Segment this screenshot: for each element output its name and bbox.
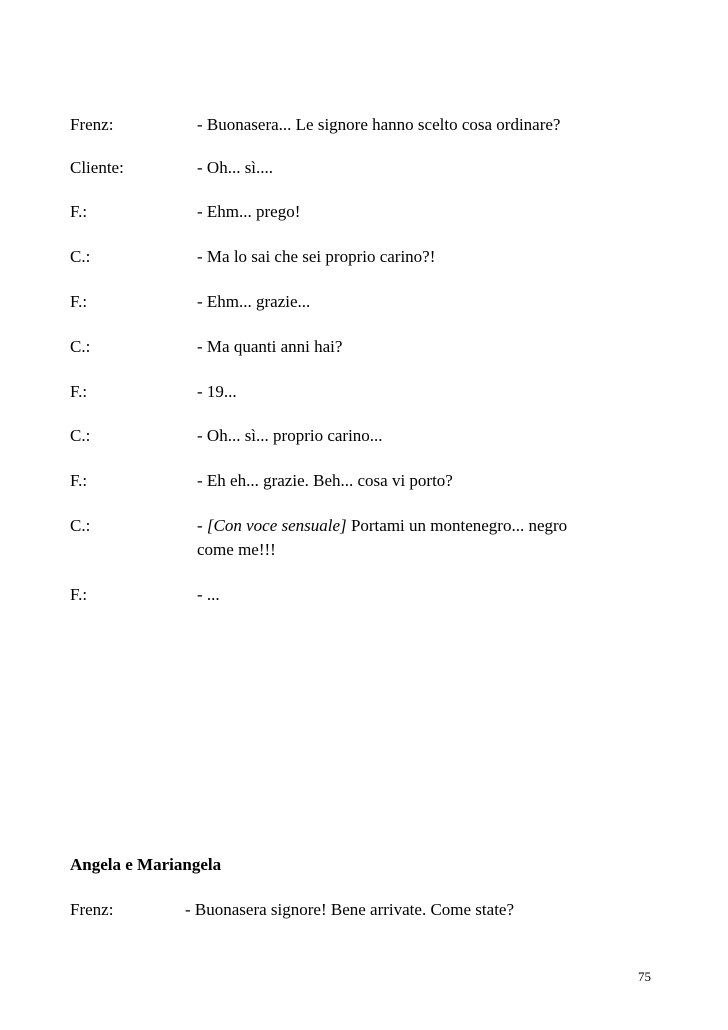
speaker-label: Cliente: bbox=[70, 158, 124, 177]
dialogue-line bbox=[197, 514, 567, 538]
dialogue-line: - Ehm... prego! bbox=[197, 202, 301, 221]
speaker-label: F.: bbox=[70, 382, 88, 401]
speaker-label: F.: bbox=[70, 471, 88, 490]
speaker-label: F.: bbox=[70, 202, 88, 221]
dialogue-line: - Ehm... grazie... bbox=[197, 292, 311, 311]
dialogue-line: - Eh eh... grazie. Beh... cosa vi porto? bbox=[197, 471, 453, 490]
section-heading: Angela e Mariangela bbox=[70, 855, 222, 874]
dialogue-line: - 19... bbox=[197, 382, 237, 401]
dialogue-line: - Ma lo sai che sei proprio carino?! bbox=[197, 247, 436, 266]
speaker-label: Frenz: bbox=[70, 115, 114, 134]
dialogue-line: - Oh... sì... proprio carino... bbox=[197, 426, 383, 445]
speaker-label: C.: bbox=[70, 426, 91, 445]
dialogue-line: - Oh... sì.... bbox=[197, 158, 274, 177]
dialogue-line: - ... bbox=[197, 585, 220, 604]
dialogue-line-continuation: come me!!! bbox=[197, 540, 276, 559]
dialogue-line: - Ma quanti anni hai? bbox=[197, 337, 343, 356]
speaker-label: F.: bbox=[70, 292, 88, 311]
speaker-label: Frenz: bbox=[70, 900, 114, 919]
dialogue-line: - Buonasera... Le signore hanno scelto cosa ordinare? bbox=[197, 115, 561, 134]
speaker-label: C.: bbox=[70, 516, 91, 535]
stage-direction: [Con voce sensuale] bbox=[206, 516, 347, 535]
dialogue-rest: Portami un montenegro... negro bbox=[346, 516, 568, 535]
page-number: 75 bbox=[638, 969, 651, 984]
speaker-label: C.: bbox=[70, 337, 91, 356]
dialogue-line: - Buonasera signore! Bene arrivate. Come state? bbox=[185, 900, 515, 919]
speaker-label: C.: bbox=[70, 247, 91, 266]
speaker-label: F.: bbox=[70, 585, 88, 604]
dialogue-prefix: - bbox=[197, 516, 207, 535]
